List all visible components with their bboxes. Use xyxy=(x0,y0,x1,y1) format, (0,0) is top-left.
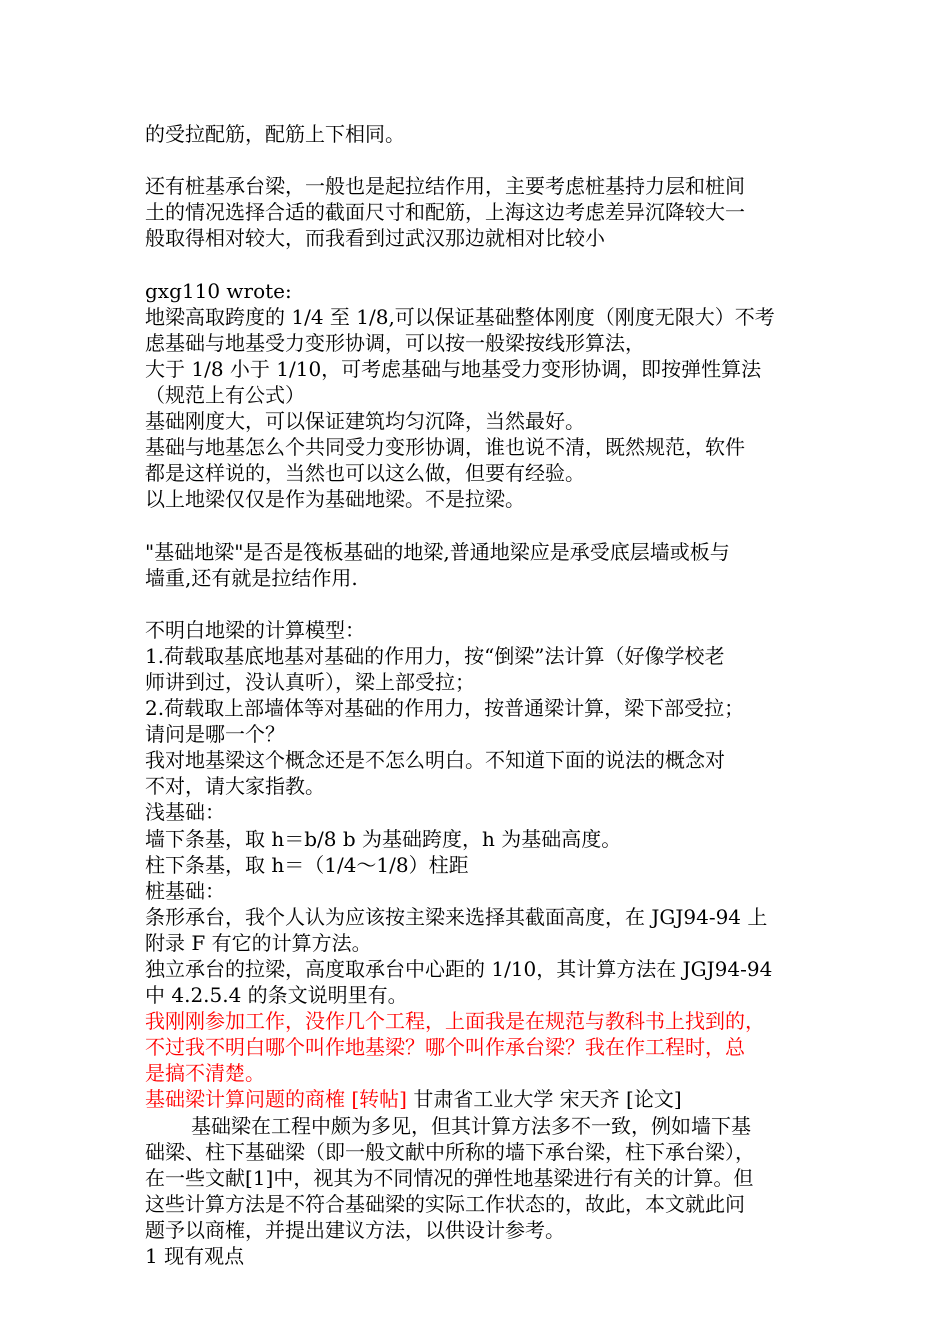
article-heading xyxy=(145,1086,815,1112)
text-line: 墙下条基，取 h＝b/8 b 为基础跨度，h 为基础高度。 xyxy=(145,826,622,851)
text-line: 不明白地梁的计算模型： xyxy=(145,617,365,642)
text-line: 浅基础： xyxy=(145,800,225,825)
article-author: 甘肃省工业大学 宋天齐 [论文] xyxy=(406,1087,682,1112)
text-line: 大于 1/8 小于 1/10，可考虑基础与地基受力变形协调，即按弹性算法 xyxy=(145,356,762,381)
document-body xyxy=(145,121,815,1269)
text-line: 基础梁在工程中颇为多见，但其计算方法多不一致，例如墙下基 xyxy=(191,1113,751,1138)
text-line: 2.荷载取上部墙体等对基础的作用力，按普通梁计算，梁下部受拉； xyxy=(145,696,745,721)
text-line: 般取得相对较大，而我看到过武汉那边就相对比较小 xyxy=(145,226,605,251)
text-line: 请问是哪一个？ xyxy=(145,722,285,747)
text-line: 以上地梁仅仅是作为基础地梁。不是拉梁。 xyxy=(145,487,525,512)
text-line: "基础地梁"是否是筏板基础的地梁,普通地梁应是承受底层墙或板与 xyxy=(145,539,730,564)
text-line: 1.荷载取基底地基对基础的作用力，按“倒梁”法计算（好像学校老 xyxy=(145,643,725,668)
text-line: 桩基础： xyxy=(145,878,225,903)
article-title: 基础梁计算问题的商榷 [转帖] xyxy=(145,1087,407,1112)
text-line: 地梁高取跨度的 1/4 至 1/8,可以保证基础整体刚度（刚度无限大）不考 xyxy=(145,304,775,329)
text-line: 是搞不清楚。 xyxy=(145,1061,265,1086)
text-line: 条形承台，我个人认为应该按主梁来选择其截面高度，在 JGJ94-94 上 xyxy=(145,904,768,929)
text-line: 墙重,还有就是拉结作用. xyxy=(145,565,358,590)
red-note-block xyxy=(145,1008,815,1086)
blank-line xyxy=(145,251,815,277)
text-line: 柱下条基，取 h＝（1/4～1/8）柱距 xyxy=(145,852,469,877)
text-line: 不对，请大家指教。 xyxy=(145,774,325,799)
text-line: 1 现有观点 xyxy=(145,1244,245,1269)
text-line: 都是这样说的，当然也可以这么做，但要有经验。 xyxy=(145,461,585,486)
text-line: gxg110 wrote: xyxy=(145,278,292,303)
text-line: 附录 F 有它的计算方法。 xyxy=(145,930,372,955)
text-line: 基础与地基怎么个共同受力变形协调，谁也说不清，既然规范，软件 xyxy=(145,435,745,460)
text-line: 虑基础与地基受力变形协调，可以按一般梁按线形算法， xyxy=(145,330,645,355)
blank-line xyxy=(145,147,815,173)
text-line: 的受拉配筋，配筋上下相同。 xyxy=(145,122,405,146)
text-line: 土的情况选择合适的截面尺寸和配筋，上海这边考虑差异沉降较大一 xyxy=(145,200,745,225)
main-text-block xyxy=(145,121,815,1008)
text-line: 我对地基梁这个概念还是不怎么明白。不知道下面的说法的概念对 xyxy=(145,748,725,773)
text-line: 这些计算方法是不符合基础梁的实际工作状态的，故此，本文就此问 xyxy=(145,1191,745,1216)
text-line: 中 4.2.5.4 的条文说明里有。 xyxy=(145,983,408,1008)
text-line: 在一些文献[1]中，视其为不同情况的弹性地基梁进行有关的计算。但 xyxy=(145,1165,754,1190)
text-line: 不过我不明白哪个叫作地基梁？哪个叫作承台梁？我在作工程时，总 xyxy=(145,1035,745,1060)
article-text-block xyxy=(145,1113,815,1270)
blank-line xyxy=(145,591,815,617)
text-line: 题予以商榷，并提出建议方法，以供设计参考。 xyxy=(145,1217,565,1242)
blank-line xyxy=(145,512,815,538)
text-line: 基础刚度大，可以保证建筑均匀沉降，当然最好。 xyxy=(145,409,585,434)
text-line: 我刚刚参加工作，没作几个工程，上面我是在规范与教科书上找到的， xyxy=(145,1009,765,1034)
text-line: 独立承台的拉梁，高度取承台中心距的 1/10，其计算方法在 JGJ94-94 xyxy=(145,957,773,981)
text-line: （规范上有公式） xyxy=(145,382,305,407)
text-line: 础梁、柱下基础梁（即一般文献中所称的墙下承台梁，柱下承台梁）， xyxy=(145,1139,755,1164)
text-line: 师讲到过，没认真听），梁上部受拉； xyxy=(145,669,475,694)
text-line: 还有桩基承台梁，一般也是起拉结作用，主要考虑桩基持力层和桩间 xyxy=(145,174,745,199)
